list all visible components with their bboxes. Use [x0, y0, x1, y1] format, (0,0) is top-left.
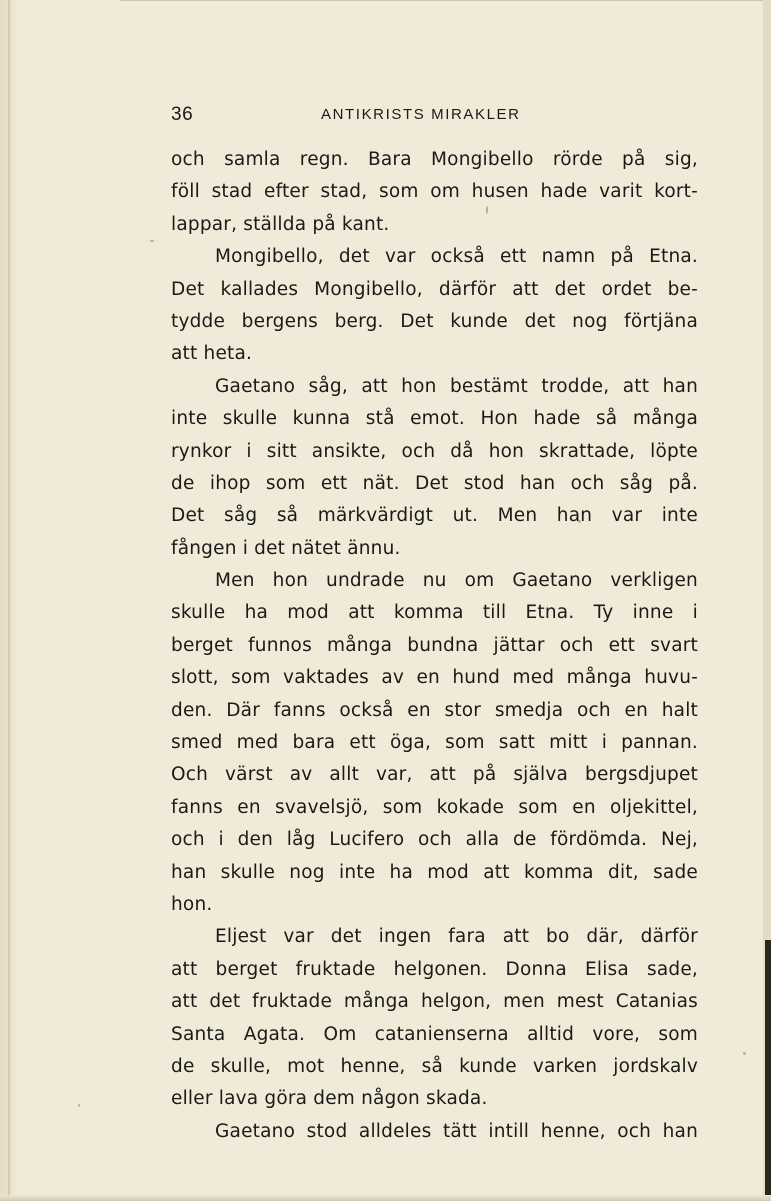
text-line: Mongibello, det var också ett namn på Etna. [215, 246, 698, 268]
text-line: föll stad efter stad, som om husen hade varit kort- [171, 181, 698, 203]
text-line: hon. [171, 893, 213, 915]
paper-speck [78, 1104, 80, 1107]
running-head: ANTIKRISTS MIRAKLER [321, 106, 521, 123]
text-line: smed med bara ett öga, som satt mitt i pannan. [171, 732, 698, 754]
page-header [171, 100, 698, 130]
text-line: Gaetano såg, att hon bestämt trodde, att han [215, 375, 698, 397]
paper-speck [150, 240, 154, 242]
text-line: Eljest var det ingen fara att bo där, därför [215, 926, 698, 948]
text-line: de ihop som ett nät. Det stod han och såg på. [171, 472, 698, 494]
text-line: fången i det nätet ännu. [171, 537, 401, 559]
text-line: de skulle, mot henne, så kunde varken jordskalv [171, 1055, 698, 1077]
text-line: och samla regn. Bara Mongibello rörde på sig, [171, 149, 698, 170]
text-line: Santa Agata. Om catanienserna alltid vore, som [171, 1023, 698, 1045]
text-line: inte skulle kunna stå emot. Hon hade så många [171, 408, 698, 430]
page-right-shadow [765, 940, 771, 1201]
text-line: fanns en svavelsjö, som kokade som en oljekittel, [171, 796, 698, 818]
body-text [171, 144, 698, 1148]
text-line: Det såg så märkvärdigt ut. Men han var inte [171, 505, 698, 527]
text-line: att berget fruktade helgonen. Donna Elisa sade, [171, 958, 698, 980]
text-line: att det fruktade många helgon, men mest Catanias [171, 991, 698, 1013]
page-number: 36 [171, 104, 194, 125]
text-line: den. Där fanns också en stor smedja och en halt [171, 699, 698, 721]
text-line: skulle ha mod att komma till Etna. Ty inne i [171, 602, 698, 624]
text-line: rynkor i sitt ansikte, och då hon skrattade, löpte [171, 440, 698, 462]
text-line: slott, som vaktades av en hund med många huvu- [171, 667, 698, 689]
text-line: Gaetano stod alldeles tätt intill henne, och han [215, 1120, 698, 1142]
text-line: berget funnos många bundna jättar och ett svart [171, 634, 698, 656]
text-line: Men hon undrade nu om Gaetano verkligen [215, 570, 698, 592]
page-top-edge [120, 0, 771, 5]
text-line: att heta. [171, 343, 253, 365]
page-bottom-edge [0, 1195, 771, 1201]
text-line: lappar, ställda på kant. [171, 213, 390, 235]
text-line: Det kallades Mongibello, därför att det ordet be- [171, 278, 698, 300]
text-line: tydde bergens berg. Det kunde det nog förtjäna [171, 310, 698, 332]
paper-speck [743, 1052, 746, 1055]
binding-edge [0, 0, 18, 1201]
text-line: och i den låg Lucifero och alla de fördömda. Nej, [171, 829, 698, 851]
text-line: han skulle nog inte ha mod att komma dit, sade [171, 861, 698, 883]
text-line: Och värst av allt var, att på själva bergsdjupet [171, 764, 698, 786]
text-line: eller lava göra dem någon skada. [171, 1088, 488, 1110]
